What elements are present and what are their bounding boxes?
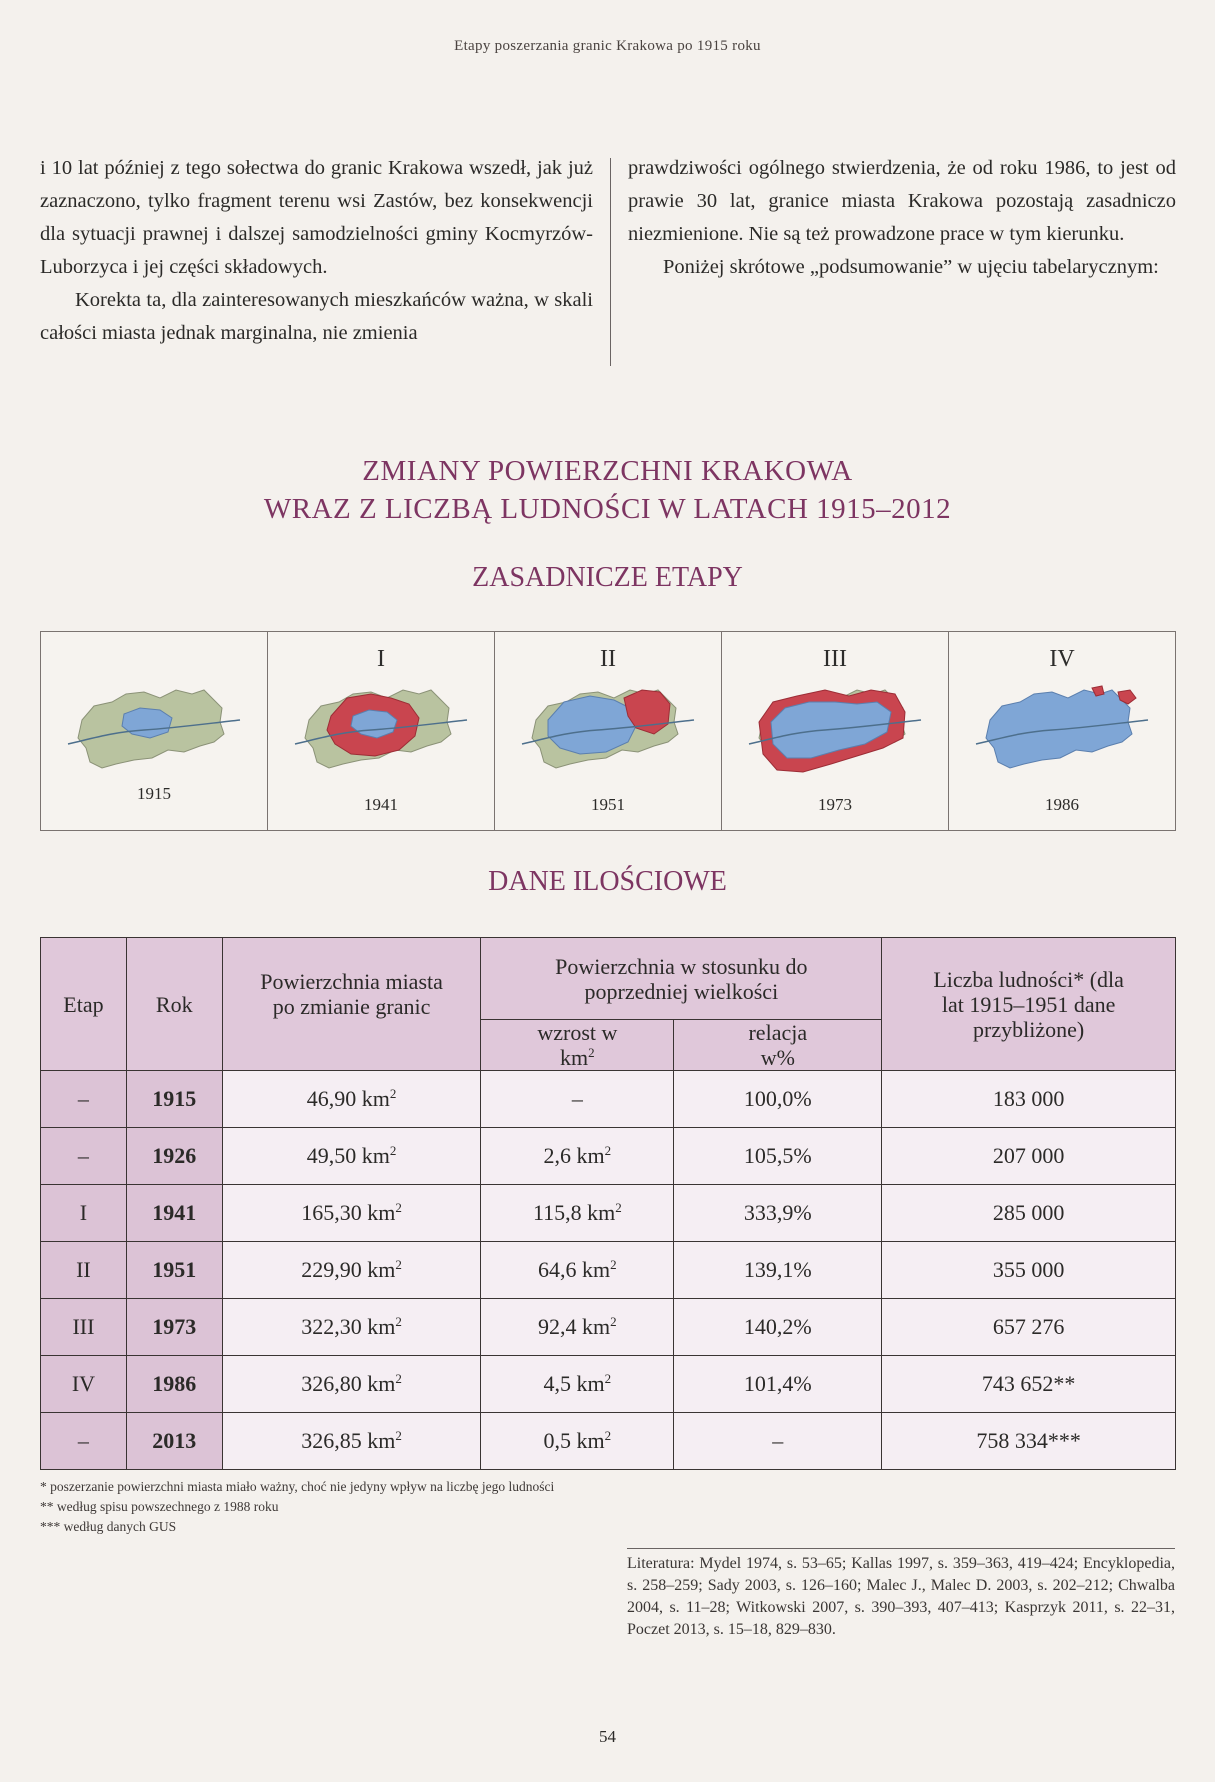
left-paragraph-1: i 10 lat później z tego sołectwa do granic Krakowa wszedł, jak już zaznaczono, tylko fragment terenu wsi Zastów, bez konsekwencji dla sytuacji prawnej i dalszej samodzielności gminy Kocmyrzów-Luborzyca i jej części składowych. — [40, 157, 593, 278]
header-relacja-text: relacja w% — [748, 1020, 808, 1070]
cell-rok-value: 1915 — [152, 1086, 197, 1111]
cell-etap-value: – — [77, 1143, 89, 1168]
cell-etap-value: IV — [71, 1371, 96, 1396]
cell-relacja — [674, 1185, 882, 1242]
cell-etap-value: II — [76, 1257, 91, 1282]
left-text-column — [40, 152, 593, 350]
cell-ludnosc — [882, 1185, 1176, 1242]
cell-rok — [126, 1299, 222, 1356]
cell-rok-value: 1941 — [152, 1200, 197, 1225]
map-year-label: 1915 — [137, 784, 171, 803]
cell-wzrost-value: 115,8 km — [532, 1200, 616, 1225]
cell-ludnosc-value: 657 276 — [992, 1314, 1065, 1339]
cell-rok-value: 2013 — [152, 1428, 197, 1453]
cell-wzrost: 92,4 $km^2$ — [481, 1299, 674, 1356]
map-year-label: 1973 — [818, 795, 852, 814]
cell-etap-value: III — [72, 1314, 95, 1339]
cell-etap — [41, 1299, 127, 1356]
left-paragraph-2: Korekta ta, dla zainteresowanych mieszkańców ważna, w skali całości miasta jednak marginalna, nie zmienia — [40, 289, 593, 344]
cell-rok-value: 1926 — [152, 1143, 197, 1168]
cell-wzrost — [481, 1071, 674, 1128]
map-stage-label: I — [377, 646, 385, 672]
cell-pow-value: 229,90 km — [301, 1257, 396, 1282]
cell-relacja — [674, 1299, 882, 1356]
cell-wzrost: 4,5 $km^2$ — [481, 1356, 674, 1413]
cell-relacja-value: 101,4% — [743, 1371, 812, 1396]
column-divider — [610, 158, 611, 366]
cell-ludnosc — [882, 1356, 1176, 1413]
cell-relacja-value: 100,0% — [743, 1086, 812, 1111]
header-rok: Rok — [126, 938, 222, 1071]
map-cell-1915 — [41, 632, 267, 830]
table-row — [41, 1413, 1176, 1470]
cell-pow-value: 165,30 km — [301, 1200, 396, 1225]
right-text-column — [628, 152, 1176, 284]
cell-wzrost-value: 4,5 km — [543, 1371, 605, 1396]
cell-ludnosc-value: 183 000 — [992, 1086, 1065, 1111]
header-powierzchnia-text: Powierzchnia miasta po zmianie granic — [260, 969, 443, 1019]
cell-relacja-value: 139,1% — [743, 1257, 812, 1282]
map-cell-1986 — [948, 632, 1175, 830]
cell-ludnosc — [882, 1071, 1176, 1128]
cell-wzrost-value: 64,6 km — [538, 1257, 611, 1282]
cell-relacja-value: 105,5% — [743, 1143, 812, 1168]
cell-rok — [126, 1413, 222, 1470]
cell-relacja — [674, 1128, 882, 1185]
cell-rok — [126, 1242, 222, 1299]
cell-rok-value: 1986 — [152, 1371, 197, 1396]
table-row — [41, 1356, 1176, 1413]
map-1941-image — [290, 672, 472, 782]
header-powierzchnia — [222, 938, 481, 1071]
table-row — [41, 1071, 1176, 1128]
map-year-label: 1951 — [591, 795, 625, 814]
data-table — [40, 937, 1176, 1470]
cell-ludnosc-value: 285 000 — [992, 1200, 1065, 1225]
cell-wzrost-value: – — [571, 1086, 583, 1111]
cell-pow: 229,90 $km^2$ — [222, 1242, 481, 1299]
cell-ludnosc-value: 743 652** — [981, 1371, 1076, 1396]
map-cell-1973 — [721, 632, 948, 830]
cell-pow: 165,30 $km^2$ — [222, 1185, 481, 1242]
cell-ludnosc-value: 207 000 — [992, 1143, 1065, 1168]
right-paragraph-2: Poniżej skrótowe „podsumowanie” w ujęciu tabelarycznym: — [663, 256, 1159, 278]
table-row — [41, 1242, 1176, 1299]
cell-wzrost-value: 0,5 km — [543, 1428, 605, 1453]
map-stage-label: IV — [1049, 646, 1075, 672]
cell-pow-value: 322,30 km — [301, 1314, 396, 1339]
right-paragraph-1: prawdziwości ogólnego stwierdzenia, że od roku 1986, to jest od prawie 30 lat, granice miasta Krakowa pozostają zasadniczo niezmienione. Nie są też prowadzone prace w tym kierunku. — [628, 157, 1176, 245]
stages-subtitle: ZASADNICZE ETAPY — [472, 562, 743, 593]
cell-wzrost-value: 2,6 km — [543, 1143, 605, 1168]
cell-relacja — [674, 1071, 882, 1128]
map-cell-1951 — [494, 632, 721, 830]
cell-wzrost: 115,8 $km^2$ — [481, 1185, 674, 1242]
cell-etap-value: – — [77, 1086, 89, 1111]
cell-ludnosc-value: 355 000 — [992, 1257, 1065, 1282]
cell-pow: 49,50 $km^2$ — [222, 1128, 481, 1185]
footnotes — [40, 1477, 554, 1537]
cell-etap — [41, 1356, 127, 1413]
cell-etap — [41, 1128, 127, 1185]
cell-relacja — [674, 1242, 882, 1299]
table-row — [41, 1185, 1176, 1242]
cell-rok-value: 1973 — [152, 1314, 197, 1339]
cell-pow: 322,30 $km^2$ — [222, 1299, 481, 1356]
map-stage-label: II — [600, 646, 616, 672]
map-1986-image — [971, 672, 1153, 782]
literature-note: Literatura: Mydel 1974, s. 53–65; Kallas 1997, s. 359–363, 419–424; Encyklopedia, s. 258–259; Sady 2003, s. 126–160; Malec J., Malec D. 2003, s. 202–212; Chwalba 2004, s. 11–28; Witkowski 2007, s. 390–393, 407–413; Kasprzyk 2011, s. 22–31, Poczet 2013, s. 15–18, 829–830. — [627, 1548, 1175, 1641]
table-row — [41, 1128, 1176, 1185]
cell-wzrost: 64,6 $km^2$ — [481, 1242, 674, 1299]
map-1915-image — [63, 672, 245, 782]
cell-ludnosc — [882, 1242, 1176, 1299]
cell-etap — [41, 1242, 127, 1299]
cell-pow: 326,80 $km^2$ — [222, 1356, 481, 1413]
cell-ludnosc — [882, 1128, 1176, 1185]
cell-wzrost-value: 92,4 km — [538, 1314, 611, 1339]
cell-wzrost: 0,5 $km^2$ — [481, 1413, 674, 1470]
page-number: 54 — [599, 1727, 616, 1746]
cell-wzrost: 2,6 $km^2$ — [481, 1128, 674, 1185]
cell-etap — [41, 1071, 127, 1128]
cell-rok — [126, 1185, 222, 1242]
cell-etap-value: I — [79, 1200, 88, 1225]
cell-pow-value: 326,85 km — [301, 1428, 396, 1453]
cell-pow: 326,85 $km^2$ — [222, 1413, 481, 1470]
map-cell-1941 — [267, 632, 494, 830]
table-row — [41, 1299, 1176, 1356]
main-title-line-2: WRAZ Z LICZBĄ LUDNOŚCI W LATACH 1915–2012 — [263, 493, 952, 525]
header-ludnosc — [882, 938, 1176, 1071]
cell-relacja — [674, 1413, 882, 1470]
map-1951-image — [517, 672, 699, 782]
cell-rok — [126, 1071, 222, 1128]
map-year-label: 1941 — [364, 795, 398, 814]
map-year-label: 1986 — [1045, 795, 1079, 814]
cell-relacja-value: – — [772, 1428, 784, 1453]
cell-rok-value: 1951 — [152, 1257, 197, 1282]
cell-etap — [41, 1185, 127, 1242]
cell-rok — [126, 1128, 222, 1185]
header-wzrost: wzrost w $km^2$ — [481, 1020, 674, 1071]
header-stosunek — [481, 938, 882, 1020]
header-wzrost-text: wzrost w km — [537, 1020, 618, 1070]
cell-relacja-value: 140,2% — [743, 1314, 812, 1339]
map-1973-image — [744, 672, 926, 782]
header-ludnosc-text: Liczba ludności* (dla lat 1915–1951 dane przybliżone) — [933, 966, 1124, 1042]
quantitative-data-title: DANE ILOŚCIOWE — [488, 866, 727, 897]
cell-pow: 46,90 $km^2$ — [222, 1071, 481, 1128]
cell-ludnosc — [882, 1413, 1176, 1470]
cell-ludnosc-value: 758 334*** — [976, 1428, 1081, 1453]
map-stage-label: III — [823, 646, 847, 672]
header-etap: Etap — [41, 938, 127, 1071]
stage-maps-strip — [40, 631, 1176, 831]
cell-etap — [41, 1413, 127, 1470]
header-relacja — [674, 1020, 882, 1071]
cell-pow-value: 46,90 km — [306, 1086, 390, 1111]
running-head: Etapy poszerzania granic Krakowa po 1915 roku — [454, 38, 761, 54]
footnote-1: * poszerzanie powierzchni miasta miało ważny, choć nie jedyny wpływ na liczbę jego ludności — [40, 1479, 555, 1494]
footnote-2: ** według spisu powszechnego z 1988 roku — [40, 1499, 279, 1514]
cell-pow-value: 49,50 km — [306, 1143, 390, 1168]
cell-relacja-value: 333,9% — [743, 1200, 812, 1225]
cell-ludnosc — [882, 1299, 1176, 1356]
footnote-3: *** według danych GUS — [40, 1519, 177, 1534]
cell-rok — [126, 1356, 222, 1413]
main-title-line-1: ZMIANY POWIERZCHNI KRAKOWA — [362, 455, 853, 487]
cell-etap-value: – — [77, 1428, 89, 1453]
cell-pow-value: 326,80 km — [301, 1371, 396, 1396]
cell-relacja — [674, 1356, 882, 1413]
header-stosunek-text: Powierzchnia w stosunku do poprzedniej wielkości — [555, 953, 808, 1004]
